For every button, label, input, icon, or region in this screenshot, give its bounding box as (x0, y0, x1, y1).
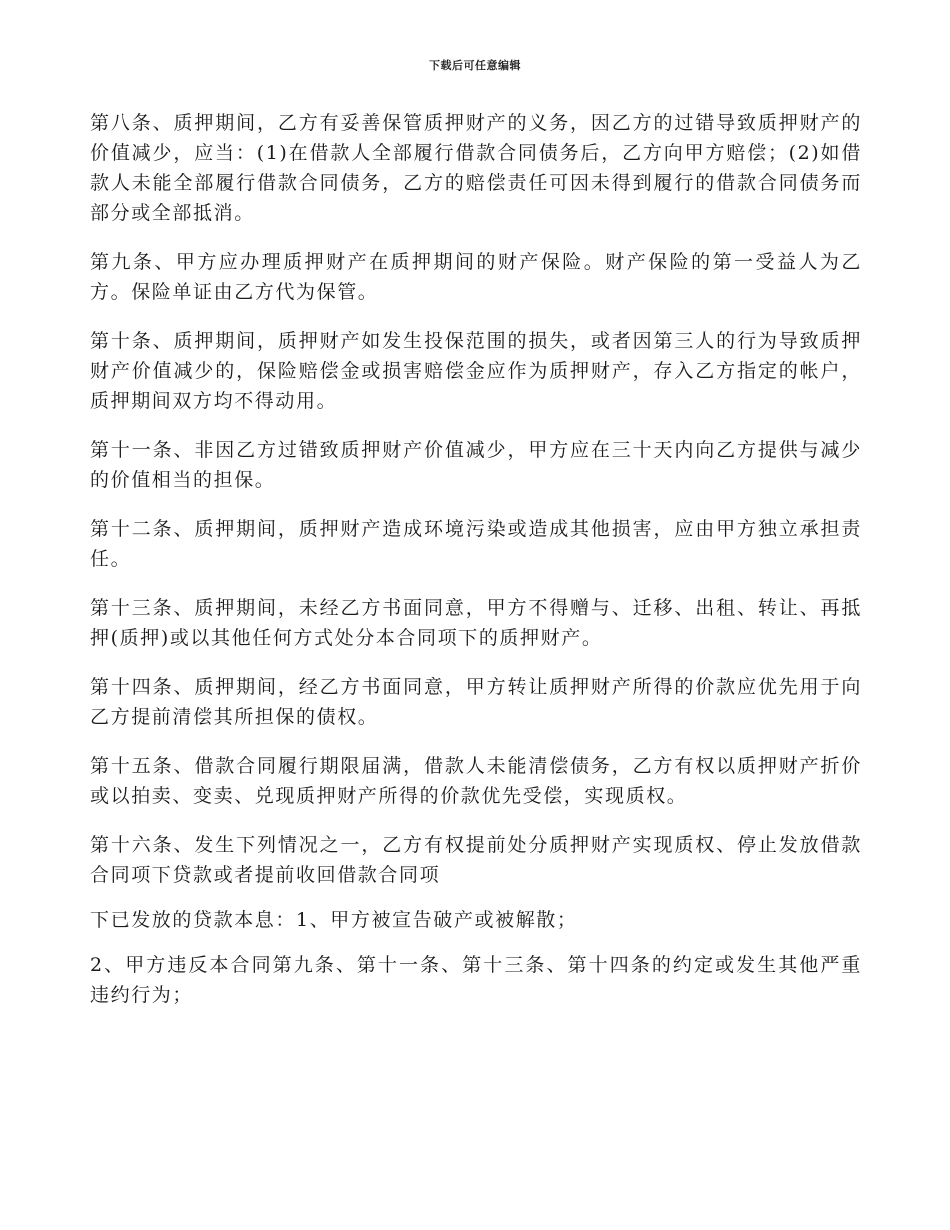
article-10-paragraph: 第十条、质押期间，质押财产如发生投保范围的损失，或者因第三人的行为导致质押财产价值减少的，保险赔偿金或损害赔偿金应作为质押财产，存入乙方指定的帐户，质押期间双方均不得动用。 (90, 330, 862, 412)
article-12-paragraph: 第十二条、质押期间，质押财产造成环境污染或造成其他损害，应由甲方独立承担责任。 (90, 518, 862, 570)
article-15-paragraph: 第十五条、借款合同履行期限届满，借款人未能清偿债务，乙方有权以质押财产折价或以拍卖、变卖、兑现质押财产所得的价款优先受偿，实现质权。 (90, 755, 862, 807)
article-13-paragraph: 第十三条、质押期间，未经乙方书面同意，甲方不得赠与、迁移、出租、转让、再抵押(质押)或以其他任何方式处分本合同项下的质押财产。 (90, 597, 862, 649)
document-body (90, 108, 862, 1029)
article-14-paragraph: 第十四条、质押期间，经乙方书面同意，甲方转让质押财产所得的价款应优先用于向乙方提前清偿其所担保的债权。 (90, 676, 862, 728)
article-16-paragraph: 第十六条、发生下列情况之一，乙方有权提前处分质押财产实现质权、停止发放借款合同项下贷款或者提前收回借款合同项 (90, 834, 862, 886)
page-header: 下载后可任意编辑 (429, 59, 521, 72)
article-16-item-2-paragraph: 2、甲方违反本合同第九条、第十一条、第十三条、第十四条的约定或发生其他严重违约行为； (90, 954, 862, 1006)
article-8-paragraph: 第八条、质押期间，乙方有妥善保管质押财产的义务，因乙方的过错导致质押财产的价值减少，应当：(1)在借款人全部履行借款合同债务后，乙方向甲方赔偿；(2)如借款人未能全部履行借款合同债务，乙方的赔偿责任可因未得到履行的借款合同债务而部分或全部抵消。 (90, 112, 862, 224)
article-11-paragraph: 第十一条、非因乙方过错致质押财产价值减少，甲方应在三十天内向乙方提供与减少的价值相当的担保。 (90, 439, 862, 491)
article-9-paragraph: 第九条、甲方应办理质押财产在质押期间的财产保险。财产保险的第一受益人为乙方。保险单证由乙方代为保管。 (90, 251, 862, 303)
article-16-item-1-paragraph: 下已发放的贷款本息：1、甲方被宣告破产或被解散； (90, 909, 578, 931)
